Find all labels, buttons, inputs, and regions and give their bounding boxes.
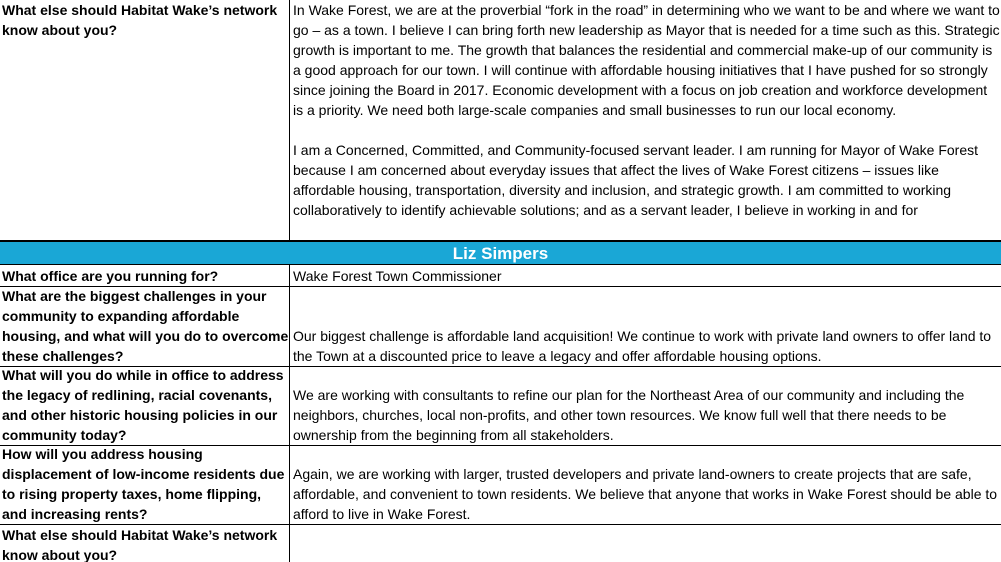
question-text: What are the biggest challenges in your community to expanding affordable housing, and what will you do to overcome these challenges? xyxy=(2,288,289,364)
answer-cell[interactable] xyxy=(291,367,1001,445)
answer-cell[interactable] xyxy=(291,265,1001,286)
candidate-name-header[interactable]: Liz Simpers xyxy=(0,241,1001,265)
question-cell[interactable] xyxy=(0,367,290,445)
table-row xyxy=(0,265,1001,287)
question-text: How will you address housing displacement of low-income residents due to rising property taxes, home flipping, and increasing rents? xyxy=(2,446,285,522)
answer-text: Wake Forest Town Commissioner xyxy=(293,268,502,284)
answer-cell[interactable] xyxy=(291,287,1001,366)
answer-cell[interactable] xyxy=(291,0,1001,240)
question-cell[interactable] xyxy=(0,525,290,562)
table-row xyxy=(0,367,1001,446)
answer-paragraph: I am a Concerned, Committed, and Community-focused servant leader. I am running for Mayor of Wake Forest because I am concerned about everyday issues that affect the lives of Wake Forest citizens – issues like affordable housing, transportation, diversity and inclusion, and strategic growth. I am committed to working collaboratively to identify achievable solutions; and as a servant leader, I believe in working in and for xyxy=(293,142,978,218)
table-row xyxy=(0,0,1001,241)
answer-text: Again, we are working with larger, trusted developers and private land-owners to create projects that are safe, affordable, and convenient to town residents. We believe that anyone that works in Wake Forest should be able to afford to live in Wake Forest. xyxy=(293,466,998,522)
question-cell[interactable] xyxy=(0,446,290,524)
question-text: What else should Habitat Wake’s network know about you? xyxy=(2,2,278,38)
table-row xyxy=(0,446,1001,525)
question-cell[interactable] xyxy=(0,265,290,286)
table-row xyxy=(0,525,1001,562)
question-cell[interactable] xyxy=(0,287,290,366)
answer-cell[interactable] xyxy=(291,525,1001,562)
question-text: What office are you running for? xyxy=(2,268,219,284)
question-cell[interactable] xyxy=(0,0,290,240)
question-text: What will you do while in office to address the legacy of redlining, racial covenants, and other historic housing policies in our community today? xyxy=(2,367,284,443)
answer-paragraph: In Wake Forest, we are at the proverbial “fork in the road” in determining who we want to be and where we want to go – as a town. I believe I can bring forth new leadership as Mayor that is needed for a time such as this. Strategic growth is important to me. The growth that balances the residential and commercial make-up of our community is a good approach for our town. I will continue with affordable housing initiatives that I have pushed for so strongly since joining the Board in 2017. Economic development with a focus on job creation and workforce development is a priority. We need both large-scale companies and small businesses to run our local economy. xyxy=(293,2,1000,118)
question-text: What else should Habitat Wake’s network know about you? xyxy=(2,527,278,562)
answer-text: Our biggest challenge is affordable land acquisition! We continue to work with private land owners to offer land to the Town at a discounted price to leave a legacy and offer affordable housing options. xyxy=(293,328,992,364)
table-row xyxy=(0,287,1001,367)
answer-text: We are working with consultants to refine our plan for the Northeast Area of our community and including the neighbors, churches, local non-profits, and other town resources. We know full well that there needs to be ownership from the beginning from all stakeholders. xyxy=(293,387,965,443)
answer-cell[interactable] xyxy=(291,446,1001,524)
